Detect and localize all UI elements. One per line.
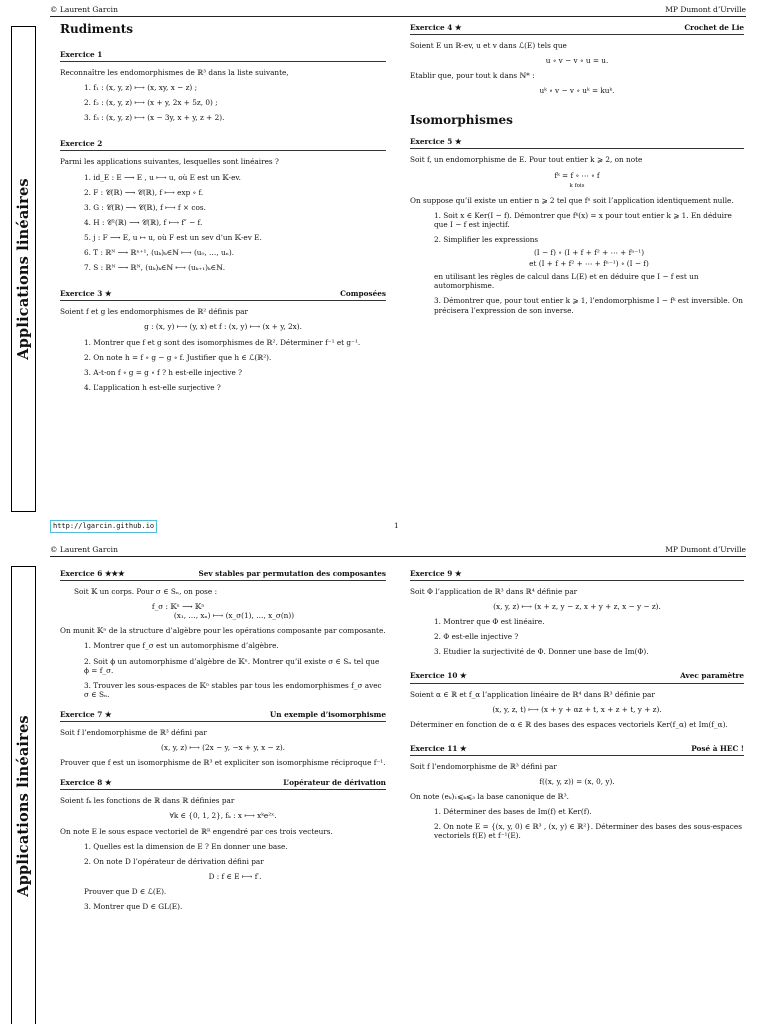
exercise-title: Exercice 5 ★ [410, 137, 462, 147]
exercise-title: Exercice 6 ★★★ [60, 568, 125, 578]
question: 6. T : ℝᴺ ⟶ ℝⁿ⁺¹, (uₖ)ₖ∈ℕ ⟼ (u₀, …, uₙ). [84, 248, 235, 258]
question: 2. f₂ : (x, y, z) ⟼ (x + y, 2x + 5z, 0) ; [84, 98, 218, 108]
question-list [422, 617, 744, 656]
question: 2. On note E = {(x, y, 0) ∈ ℝ³ , (x, y) ∈ ℝ²}. Déterminer des bases des sous-espaces vectoriels f(E) et f⁻¹(E). [434, 822, 742, 841]
question: 1. Montrer que Φ est linéaire. [434, 617, 545, 627]
right-column [410, 568, 744, 841]
exercise-text: Soit Φ l’application de ℝ³ dans ℝ⁴ définie par [410, 587, 578, 596]
question: 2. On note h = f ∘ g − g ∘ f. Justifier que h ∈ ℒ(ℝ²). [84, 352, 272, 362]
question: 1. f₁ : (x, y, z) ⟼ (x, xy, x − z) ; [84, 83, 198, 93]
exercise-text: On suppose qu’il existe un entier n ⩾ 2 tel que fⁿ soit l’application identiquement nulle. [410, 195, 734, 205]
exercise-header [410, 568, 744, 581]
question-text: en utilisant les règles de calcul dans L(E) et en déduire que I − f est un automorphisme. [434, 272, 699, 291]
formula-line: f_σ : 𝕂ⁿ ⟶ 𝕂ⁿ [151, 602, 205, 612]
side-title: Applications linéaires [14, 715, 32, 897]
question: 2. F : 𝒞(ℝ) ⟶ 𝒞(ℝ), f ⟼ exp ∘ f. [84, 187, 204, 197]
question: 4. L’application h est-elle surjective ? [84, 382, 221, 392]
header-rule [50, 16, 746, 17]
exercise-text: Déterminer en fonction de α ∈ ℝ des bases des espaces vectoriels Ker(f_α) et Im(f_α). [410, 719, 728, 729]
left-column [60, 22, 386, 392]
question: 1. Soit x ∈ Ker(I − f). Démontrer que fᵏ(x) = x pour tout entier k ⩾ 1. En déduire que I − f est injectif. [434, 210, 732, 229]
header-author: © Laurent Garcin [50, 545, 118, 554]
formula: (x, y, z) ⟼ (2x − y, −x + y, x − z). [161, 743, 285, 753]
question-text: Prouver que D ∈ ℒ(E). [84, 886, 167, 896]
question-list [422, 211, 744, 315]
left-column [60, 568, 386, 911]
formula-line: (x₁, …, xₙ) ⟼ (x_σ(1), …, x_σ(n)) [173, 611, 295, 621]
question: 5. j : F ⟶ E, u ↦ u, où F est un sev d’un 𝕂-ev E. [84, 232, 262, 242]
header-author: © Laurent Garcin [50, 5, 118, 14]
question-list [422, 807, 744, 840]
exercise-tag: L’opérateur de dérivation [283, 778, 386, 788]
formula: (x, y, z, t) ⟼ (x + y + αz + t, x + z + t, y + z). [492, 704, 662, 714]
header-class: MP Dumont d’Urville [665, 545, 746, 554]
exercise-header [410, 22, 744, 35]
side-title: Applications linéaires [14, 178, 32, 360]
formula: g : (x, y) ⟼ (y, x) et f : (x, y) ⟼ (x + y, 2x). [144, 322, 302, 332]
section-title-rudiments: Rudiments [60, 22, 134, 36]
exercise-text: Soit f l’endomorphisme de ℝ³ défini par [60, 727, 207, 737]
exercise-tag: Un exemple d’isomorphisme [269, 709, 386, 719]
question: 1. id_E : E ⟶ E , u ⟼ u, où E est un 𝕂-ev. [84, 172, 242, 182]
exercise-header [60, 568, 386, 581]
question [72, 857, 386, 896]
exercise-header [60, 709, 386, 722]
section-title-isomorphismes: Isomorphismes [410, 113, 513, 128]
exercise-title: Exercice 9 ★ [410, 568, 462, 578]
side-title-box [11, 26, 36, 512]
formula: D : f ∈ E ⟼ f′. [208, 871, 262, 881]
exercise-text: Soit f l’endomorphisme de ℝ³ défini par [410, 761, 557, 771]
exercise-text: Soit 𝕂 un corps. Pour σ ∈ Sₙ, on pose : [74, 587, 218, 596]
formula: et (I + f + f² + ⋯ + fⁿ⁻¹) ∘ (I − f) [529, 259, 649, 269]
question: 1. Déterminer des bases de Im(f) et Ker(f). [434, 807, 592, 817]
exercise-title: Exercice 11 ★ [410, 743, 467, 753]
formula: uᵏ ∘ v − v ∘ uᵏ = kuᵏ. [539, 86, 615, 96]
question: 2. Soit ϕ un automorphisme d’algèbre de 𝕂ⁿ. Montrer qu’il existe σ ∈ Sₙ tel que ϕ = f_σ. [84, 656, 380, 675]
page-number: 1 [394, 521, 399, 530]
question: 1. Montrer que f_σ est un automorphisme d’algèbre. [84, 641, 279, 651]
formula: ∀k ∈ {0, 1, 2}, fₖ : x ⟼ xᵏe²ˣ. [169, 811, 277, 821]
exercise-title: Exercice 10 ★ [410, 671, 467, 681]
question: 1. Montrer que f et g sont des isomorphismes de ℝ². Déterminer f⁻¹ et g⁻¹. [84, 337, 361, 347]
exercise-header [410, 136, 744, 149]
exercise-text: On munit 𝕂ⁿ de la structure d’algèbre pour les opérations composante par composante. [60, 626, 386, 636]
formula-main: fᵏ = f ∘ ⋯ ∘ f [554, 170, 600, 180]
question-list [72, 842, 386, 912]
exercise-text: Parmi les applications suivantes, lesquelles sont linéaires ? [60, 157, 279, 167]
exercise-title: Exercice 7 ★ [60, 709, 112, 719]
exercise-header [410, 743, 744, 756]
question-list [72, 338, 386, 392]
exercise-tag: Composées [340, 289, 386, 299]
formula: (x, y, z) ⟼ (x + z, y − z, x + y + z, x − y − z). [493, 602, 661, 612]
formula: (I − f) ∘ (I + f + f² + ⋯ + fⁿ⁻¹) [533, 247, 645, 257]
question: 1. Quelles est la dimension de E ? En donner une base. [84, 841, 288, 851]
question: 3. A-t-on f ∘ g = g ∘ f ? h est-elle injective ? [84, 367, 243, 377]
exercise-text: Soient fₖ les fonctions de ℝ dans ℝ définies par [60, 796, 235, 806]
question-text: 2. Simplifier les expressions [434, 234, 539, 244]
exercise-text: Reconnaître les endomorphismes de ℝ³ dans la liste suivante, [60, 68, 289, 77]
question: 2. Φ est-elle injective ? [434, 632, 519, 642]
question: 3. Démontrer que, pour tout entier k ⩾ 1, l’endomorphisme I − fᵏ est inversible. On précisera l’expression de son inverse. [434, 296, 743, 315]
exercise-text: Soit f, un endomorphisme de E. Pour tout entier k ⩾ 2, on note [410, 155, 643, 165]
exercise-header [60, 288, 386, 301]
formula: u ∘ v − v ∘ u = u. [545, 56, 609, 66]
question-list [72, 641, 386, 699]
exercise-tag: Avec paramètre [680, 671, 744, 681]
exercise-text: On note E le sous espace vectoriel de ℝᴿ engendré par ces trois vecteurs. [60, 826, 333, 836]
exercise-text: On note (eₖ)₁⩽ₖ⩽₃ la base canonique de ℝ³. [410, 792, 569, 802]
formula [410, 171, 744, 190]
question: 3. Etudier la surjectivité de Φ. Donner une base de Im(Φ). [434, 647, 649, 657]
exercise-tag: Crochet de Lie [684, 22, 744, 32]
formula: f((x, y, z)) = (x, 0, y). [539, 776, 615, 786]
question: 7. S : ℝᴺ ⟶ ℝᴺ, (uₖ)ₖ∈ℕ ⟼ (uₖ₊₁)ₖ∈ℕ. [84, 263, 226, 273]
formula [60, 602, 386, 620]
exercise-title: Exercice 2 [60, 139, 103, 149]
question: 3. Trouver les sous-espaces de 𝕂ⁿ stables par tous les endomorphismes f_σ avec σ ∈ Sₙ. [84, 680, 382, 699]
header-class: MP Dumont d’Urville [665, 5, 746, 14]
exercise-tag: Posé à HEC ! [691, 743, 744, 753]
exercise-title: Exercice 8 ★ [60, 778, 112, 788]
question-text: 2. On note D l’opérateur de dérivation défini par [84, 856, 264, 866]
question-list [72, 173, 386, 273]
exercise-header [60, 138, 386, 151]
footer-link[interactable]: http://lgarcin.github.io [50, 520, 157, 533]
question: 4. H : 𝒞²(ℝ) ⟶ 𝒞(ℝ), f ⟼ f″ − f. [84, 217, 203, 227]
exercise-text: Soient α ∈ ℝ et f_α l’application linéaire de ℝ⁴ dans ℝ³ définie par [410, 689, 655, 699]
exercise-text: Soient E un ℝ-ev, u et v dans ℒ(E) tels que [410, 41, 567, 50]
question [422, 235, 744, 291]
side-title-box [11, 566, 36, 1024]
exercise-text: Prouver que f est un isomorphisme de ℝ³ et expliciter son isomorphisme réciproque f⁻¹. [60, 758, 386, 768]
question: 3. f₃ : (x, y, z) ⟼ (x − 3y, x + y, z + 2). [84, 113, 225, 123]
exercise-title: Exercice 3 ★ [60, 289, 112, 299]
exercise-title: Exercice 4 ★ [410, 22, 462, 32]
page-2 [0, 540, 768, 1024]
exercise-header [60, 777, 386, 790]
exercise-header [60, 49, 386, 62]
question: 3. Montrer que D ∈ GL(E). [84, 902, 183, 912]
formula-subscript: k fois [569, 182, 585, 189]
exercise-title: Exercice 1 [60, 49, 103, 59]
exercise-tag: Sev stables par permutation des composantes [198, 568, 386, 578]
exercise-header [410, 671, 744, 684]
exercise-text: Etablir que, pour tout k dans ℕ* : [410, 71, 535, 81]
exercise-text: Soient f et g les endomorphismes de ℝ² définis par [60, 307, 249, 317]
question: 3. G : 𝒞(ℝ) ⟶ 𝒞(ℝ), f ⟼ f × cos. [84, 202, 206, 212]
right-column [410, 22, 744, 315]
header-rule [50, 556, 746, 557]
question-list [72, 83, 386, 122]
